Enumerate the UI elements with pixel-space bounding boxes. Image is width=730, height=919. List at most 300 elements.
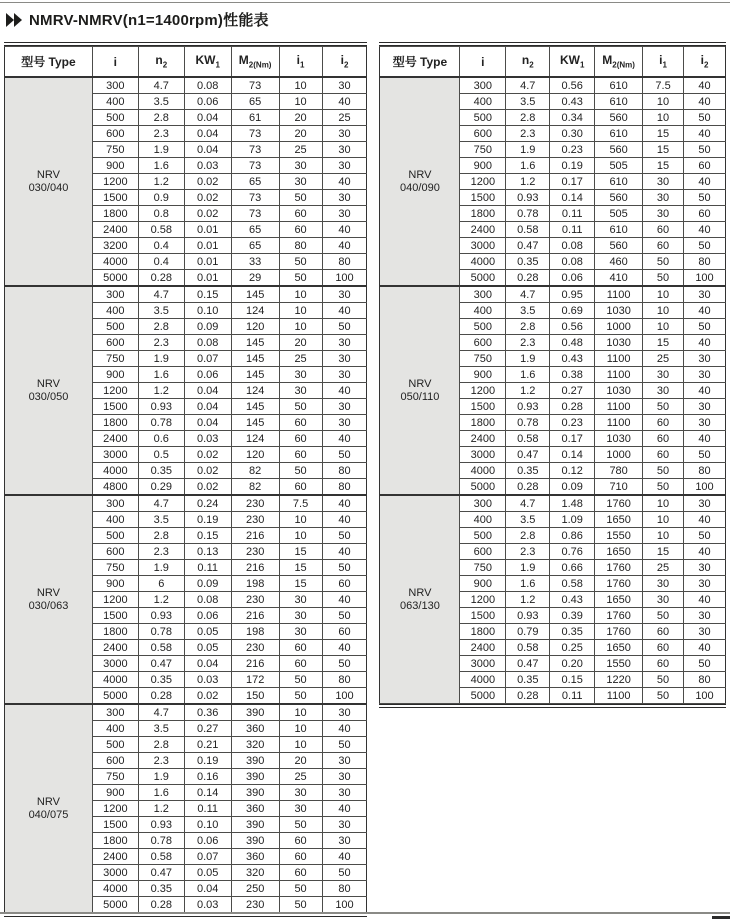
column-header: i bbox=[92, 47, 138, 78]
table-cell: 3000 bbox=[92, 865, 138, 881]
table-cell: 30 bbox=[279, 624, 322, 640]
table-cell: 30 bbox=[322, 367, 367, 383]
table-cell: 30 bbox=[279, 174, 322, 190]
table-cell: 50 bbox=[322, 656, 367, 672]
table-cell: 82 bbox=[231, 479, 279, 496]
double-chevron-right-icon bbox=[6, 13, 23, 27]
table-cell: 1.2 bbox=[506, 174, 550, 190]
table-cell: 30 bbox=[279, 158, 322, 174]
table-cell: 750 bbox=[92, 351, 138, 367]
table-cell: 0.03 bbox=[184, 158, 231, 174]
table-cell: 60 bbox=[279, 447, 322, 463]
table-cell: 3.5 bbox=[138, 303, 184, 319]
table-cell: 0.04 bbox=[184, 656, 231, 672]
table-cell: 300 bbox=[92, 704, 138, 721]
table-cell: 0.95 bbox=[550, 286, 595, 303]
table-cell: 145 bbox=[231, 367, 279, 383]
table-cell: 0.11 bbox=[184, 560, 231, 576]
table-cell: 60 bbox=[279, 415, 322, 431]
table-cell: 0.02 bbox=[184, 174, 231, 190]
table-cell: 50 bbox=[684, 190, 726, 206]
table-cell: 300 bbox=[460, 77, 506, 94]
performance-table-right bbox=[379, 42, 726, 708]
table-cell: 1100 bbox=[595, 415, 643, 431]
table-cell: 0.27 bbox=[550, 383, 595, 399]
table-cell: 0.04 bbox=[184, 126, 231, 142]
table-cell: 60 bbox=[279, 849, 322, 865]
table-cell: 30 bbox=[322, 77, 367, 94]
table-cell: 0.78 bbox=[138, 624, 184, 640]
table-cell: 0.19 bbox=[550, 158, 595, 174]
table-cell: 7.5 bbox=[279, 495, 322, 512]
table-cell: 40 bbox=[322, 592, 367, 608]
table-cell: 0.58 bbox=[550, 576, 595, 592]
table-cell: 30 bbox=[322, 833, 367, 849]
column-header: $M_{2(Nm)}$ bbox=[231, 47, 279, 78]
table-cell: 40 bbox=[322, 849, 367, 865]
table-cell: 1650 bbox=[595, 512, 643, 528]
table-cell: 300 bbox=[92, 77, 138, 94]
table-cell: 73 bbox=[231, 142, 279, 158]
table-cell: 30 bbox=[322, 335, 367, 351]
table-cell: 1500 bbox=[460, 608, 506, 624]
table-cell: 0.15 bbox=[184, 528, 231, 544]
table-cell: 30 bbox=[322, 190, 367, 206]
table-cell: 0.27 bbox=[184, 721, 231, 737]
table-cell: 0.79 bbox=[506, 624, 550, 640]
table-cell: 145 bbox=[231, 351, 279, 367]
data-table bbox=[379, 46, 726, 704]
table-cell: 30 bbox=[684, 415, 726, 431]
table-cell: 40 bbox=[684, 126, 726, 142]
table-cell: 1500 bbox=[92, 608, 138, 624]
table-cell: 1000 bbox=[595, 447, 643, 463]
table-cell: 50 bbox=[684, 447, 726, 463]
table-cell: 80 bbox=[684, 463, 726, 479]
table-cell: 15 bbox=[643, 142, 684, 158]
table-cell: 80 bbox=[279, 238, 322, 254]
table-cell: 0.15 bbox=[184, 286, 231, 303]
table-cell: 0.03 bbox=[184, 431, 231, 447]
table-cell: 1.9 bbox=[506, 560, 550, 576]
table-cell: 0.28 bbox=[138, 688, 184, 705]
table-cell: 500 bbox=[92, 737, 138, 753]
table-cell: 230 bbox=[231, 592, 279, 608]
table-cell: 50 bbox=[279, 463, 322, 479]
table-cell: 0.58 bbox=[138, 849, 184, 865]
table-cell: 50 bbox=[684, 656, 726, 672]
model-cell: NRV 063/130 bbox=[380, 495, 460, 704]
table-cell: 0.14 bbox=[550, 190, 595, 206]
table-cell: 390 bbox=[231, 704, 279, 721]
table-cell: 0.23 bbox=[550, 142, 595, 158]
table-cell: 120 bbox=[231, 319, 279, 335]
table-cell: 600 bbox=[92, 126, 138, 142]
table-cell: 0.19 bbox=[184, 753, 231, 769]
table-cell: 1800 bbox=[92, 833, 138, 849]
table-cell: 10 bbox=[279, 704, 322, 721]
table-cell: 0.19 bbox=[184, 512, 231, 528]
table-cell: 10 bbox=[279, 286, 322, 303]
table-cell: 60 bbox=[279, 640, 322, 656]
table-cell: 1100 bbox=[595, 367, 643, 383]
table-cell: 3000 bbox=[460, 238, 506, 254]
table-cell: 50 bbox=[322, 528, 367, 544]
table-cell: 1.9 bbox=[138, 142, 184, 158]
table-cell: 30 bbox=[322, 704, 367, 721]
table-cell: 3200 bbox=[92, 238, 138, 254]
column-header: $M_{2(Nm)}$ bbox=[595, 47, 643, 78]
table-cell: 1500 bbox=[460, 399, 506, 415]
table-cell: 20 bbox=[279, 753, 322, 769]
table-cell: 4000 bbox=[92, 672, 138, 688]
table-cell: 320 bbox=[231, 737, 279, 753]
table-cell: 0.11 bbox=[550, 206, 595, 222]
table-cell: 30 bbox=[279, 608, 322, 624]
table-cell: 15 bbox=[643, 335, 684, 351]
table-cell: 0.04 bbox=[184, 383, 231, 399]
table-cell: 500 bbox=[92, 528, 138, 544]
table-cell: 10 bbox=[279, 303, 322, 319]
table-cell: 3000 bbox=[92, 656, 138, 672]
table-cell: 65 bbox=[231, 174, 279, 190]
table-cell: 710 bbox=[595, 479, 643, 496]
table-cell: 100 bbox=[684, 270, 726, 287]
table-cell: 50 bbox=[684, 238, 726, 254]
table-cell: 1650 bbox=[595, 592, 643, 608]
table-cell: 60 bbox=[643, 640, 684, 656]
table-cell: 0.07 bbox=[184, 849, 231, 865]
table-cell: 1760 bbox=[595, 560, 643, 576]
table-cell: 4.7 bbox=[138, 495, 184, 512]
table-cell: 0.03 bbox=[184, 672, 231, 688]
table-cell: 40 bbox=[684, 431, 726, 447]
table-cell: 60 bbox=[643, 447, 684, 463]
table-cell: 145 bbox=[231, 335, 279, 351]
table-cell: 25 bbox=[322, 110, 367, 126]
table-cell: 0.66 bbox=[550, 560, 595, 576]
table-cell: 3.5 bbox=[138, 721, 184, 737]
table-cell: 0.14 bbox=[184, 785, 231, 801]
table-cell: 124 bbox=[231, 383, 279, 399]
table-cell: 390 bbox=[231, 817, 279, 833]
table-row bbox=[380, 286, 726, 303]
table-cell: 0.17 bbox=[550, 431, 595, 447]
table-cell: 120 bbox=[231, 447, 279, 463]
table-cell: 20 bbox=[279, 126, 322, 142]
table-cell: 1650 bbox=[595, 640, 643, 656]
table-cell: 100 bbox=[322, 270, 367, 287]
table-cell: 2.3 bbox=[138, 753, 184, 769]
table-cell: 0.13 bbox=[184, 544, 231, 560]
table-cell: 0.93 bbox=[138, 608, 184, 624]
table-cell: 4000 bbox=[92, 881, 138, 897]
table-cell: 780 bbox=[595, 463, 643, 479]
table-cell: 1500 bbox=[92, 817, 138, 833]
table-cell: 230 bbox=[231, 495, 279, 512]
table-cell: 610 bbox=[595, 174, 643, 190]
table-cell: 15 bbox=[643, 126, 684, 142]
table-row bbox=[5, 77, 367, 94]
table-cell: 1550 bbox=[595, 528, 643, 544]
table-cell: 1500 bbox=[92, 399, 138, 415]
table-cell: 4000 bbox=[460, 672, 506, 688]
table-cell: 900 bbox=[92, 158, 138, 174]
column-header: $i_2$ bbox=[322, 47, 367, 78]
table-cell: 360 bbox=[231, 849, 279, 865]
table-cell: 10 bbox=[643, 512, 684, 528]
table-cell: 30 bbox=[643, 190, 684, 206]
table-cell: 65 bbox=[231, 94, 279, 110]
table-cell: 30 bbox=[322, 158, 367, 174]
table-cell: 4.7 bbox=[506, 286, 550, 303]
table-cell: 40 bbox=[322, 640, 367, 656]
table-cell: 60 bbox=[643, 238, 684, 254]
table-cell: 505 bbox=[595, 206, 643, 222]
table-cell: 5000 bbox=[460, 270, 506, 287]
table-cell: 1000 bbox=[595, 319, 643, 335]
table-cell: 10 bbox=[279, 721, 322, 737]
table-cell: 82 bbox=[231, 463, 279, 479]
table-cell: 1.2 bbox=[138, 592, 184, 608]
table-cell: 0.93 bbox=[138, 399, 184, 415]
table-cell: 0.28 bbox=[138, 270, 184, 287]
table-cell: 0.8 bbox=[138, 206, 184, 222]
table-cell: 40 bbox=[684, 512, 726, 528]
table-cell: 1.2 bbox=[138, 174, 184, 190]
table-cell: 610 bbox=[595, 94, 643, 110]
table-cell: 0.12 bbox=[550, 463, 595, 479]
table-cell: 3.5 bbox=[138, 94, 184, 110]
table-cell: 50 bbox=[322, 560, 367, 576]
table-cell: 50 bbox=[279, 817, 322, 833]
table-cell: 400 bbox=[92, 721, 138, 737]
table-cell: 10 bbox=[279, 94, 322, 110]
table-cell: 1800 bbox=[460, 415, 506, 431]
table-cell: 0.93 bbox=[506, 608, 550, 624]
table-cell: 0.93 bbox=[506, 190, 550, 206]
table-cell: 0.78 bbox=[138, 833, 184, 849]
table-cell: 40 bbox=[684, 383, 726, 399]
table-cell: 600 bbox=[460, 126, 506, 142]
table-cell: 65 bbox=[231, 238, 279, 254]
table-cell: 60 bbox=[279, 206, 322, 222]
table-cell: 2.8 bbox=[506, 110, 550, 126]
table-cell: 3000 bbox=[460, 656, 506, 672]
table-cell: 40 bbox=[322, 512, 367, 528]
table-cell: 0.58 bbox=[506, 640, 550, 656]
table-cell: 600 bbox=[92, 544, 138, 560]
table-cell: 3.5 bbox=[506, 512, 550, 528]
table-cell: 0.47 bbox=[138, 656, 184, 672]
table-cell: 900 bbox=[460, 576, 506, 592]
table-cell: 4.7 bbox=[138, 704, 184, 721]
table-cell: 0.02 bbox=[184, 190, 231, 206]
table-cell: 1550 bbox=[595, 656, 643, 672]
table-cell: 3.5 bbox=[506, 94, 550, 110]
table-cell: 0.08 bbox=[184, 335, 231, 351]
table-cell: 30 bbox=[684, 399, 726, 415]
table-cell: 1220 bbox=[595, 672, 643, 688]
table-cell: 1200 bbox=[460, 592, 506, 608]
table-cell: 600 bbox=[460, 335, 506, 351]
table-cell: 0.04 bbox=[184, 399, 231, 415]
table-cell: 40 bbox=[322, 238, 367, 254]
table-cell: 1800 bbox=[92, 415, 138, 431]
table-cell: 2400 bbox=[460, 431, 506, 447]
table-cell: 0.11 bbox=[184, 801, 231, 817]
table-cell: 610 bbox=[595, 222, 643, 238]
table-cell: 900 bbox=[92, 576, 138, 592]
table-cell: 3.5 bbox=[506, 303, 550, 319]
table-cell: 1.9 bbox=[506, 142, 550, 158]
table-cell: 750 bbox=[92, 560, 138, 576]
table-cell: 50 bbox=[643, 270, 684, 287]
table-cell: 100 bbox=[684, 688, 726, 704]
table-cell: 30 bbox=[322, 817, 367, 833]
table-cell: 30 bbox=[322, 399, 367, 415]
table-cell: 80 bbox=[322, 463, 367, 479]
table-cell: 50 bbox=[322, 737, 367, 753]
table-cell: 0.21 bbox=[184, 737, 231, 753]
table-cell: 900 bbox=[92, 367, 138, 383]
table-row bbox=[5, 286, 367, 303]
table-cell: 10 bbox=[643, 495, 684, 512]
table-cell: 0.36 bbox=[184, 704, 231, 721]
table-cell: 50 bbox=[279, 688, 322, 705]
table-cell: 80 bbox=[684, 672, 726, 688]
table-cell: 172 bbox=[231, 672, 279, 688]
table-cell: 3000 bbox=[460, 447, 506, 463]
table-cell: 2.3 bbox=[138, 126, 184, 142]
table-cell: 1800 bbox=[460, 206, 506, 222]
table-cell: 1.9 bbox=[138, 560, 184, 576]
table-cell: 30 bbox=[643, 367, 684, 383]
header-row bbox=[380, 47, 726, 78]
table-cell: 0.86 bbox=[550, 528, 595, 544]
column-header: $KW_1$ bbox=[184, 47, 231, 78]
table-cell: 505 bbox=[595, 158, 643, 174]
table-cell: 30 bbox=[322, 206, 367, 222]
table-cell: 10 bbox=[279, 319, 322, 335]
table-cell: 198 bbox=[231, 624, 279, 640]
table-cell: 73 bbox=[231, 126, 279, 142]
table-cell: 40 bbox=[322, 303, 367, 319]
table-cell: 50 bbox=[684, 142, 726, 158]
table-cell: 0.02 bbox=[184, 479, 231, 496]
table-cell: 1100 bbox=[595, 286, 643, 303]
table-cell: 40 bbox=[322, 383, 367, 399]
model-cell: NRV 030/063 bbox=[5, 495, 93, 704]
table-cell: 1500 bbox=[460, 190, 506, 206]
table-cell: 0.4 bbox=[138, 254, 184, 270]
table-cell: 50 bbox=[684, 528, 726, 544]
table-cell: 410 bbox=[595, 270, 643, 287]
table-cell: 0.58 bbox=[138, 222, 184, 238]
table-cell: 360 bbox=[231, 801, 279, 817]
table-cell: 0.07 bbox=[184, 351, 231, 367]
column-header: $i_1$ bbox=[643, 47, 684, 78]
table-cell: 0.11 bbox=[550, 222, 595, 238]
table-cell: 1.6 bbox=[138, 158, 184, 174]
table-cell: 50 bbox=[684, 319, 726, 335]
table-cell: 50 bbox=[279, 270, 322, 287]
table-cell: 1760 bbox=[595, 576, 643, 592]
table-cell: 50 bbox=[322, 319, 367, 335]
table-cell: 1200 bbox=[92, 383, 138, 399]
table-row bbox=[380, 495, 726, 512]
table-cell: 500 bbox=[460, 319, 506, 335]
table-cell: 600 bbox=[460, 544, 506, 560]
table-cell: 80 bbox=[322, 479, 367, 496]
table-cell: 10 bbox=[643, 94, 684, 110]
table-cell: 1200 bbox=[92, 801, 138, 817]
column-header: $n_2$ bbox=[138, 47, 184, 78]
table-cell: 60 bbox=[322, 624, 367, 640]
table-cell: 0.01 bbox=[184, 270, 231, 287]
table-cell: 0.69 bbox=[550, 303, 595, 319]
table-cell: 100 bbox=[322, 688, 367, 705]
table-cell: 0.78 bbox=[506, 415, 550, 431]
table-cell: 1030 bbox=[595, 303, 643, 319]
table-cell: 0.01 bbox=[184, 238, 231, 254]
table-cell: 10 bbox=[279, 77, 322, 94]
table-cell: 4.7 bbox=[506, 77, 550, 94]
table-cell: 50 bbox=[279, 190, 322, 206]
table-cell: 560 bbox=[595, 238, 643, 254]
table-cell: 5000 bbox=[460, 479, 506, 496]
table-cell: 5000 bbox=[92, 688, 138, 705]
column-header: $i_2$ bbox=[684, 47, 726, 78]
table-cell: 40 bbox=[322, 544, 367, 560]
table-cell: 1.48 bbox=[550, 495, 595, 512]
table-cell: 500 bbox=[92, 110, 138, 126]
table-cell: 60 bbox=[279, 431, 322, 447]
table-cell: 216 bbox=[231, 608, 279, 624]
table-cell: 0.08 bbox=[550, 238, 595, 254]
table-cell: 0.93 bbox=[506, 399, 550, 415]
table-cell: 40 bbox=[322, 721, 367, 737]
performance-table-left bbox=[4, 42, 367, 917]
table-cell: 10 bbox=[643, 303, 684, 319]
table-cell: 60 bbox=[279, 865, 322, 881]
table-cell: 1030 bbox=[595, 383, 643, 399]
table-cell: 2400 bbox=[92, 849, 138, 865]
table-cell: 1800 bbox=[460, 624, 506, 640]
table-cell: 30 bbox=[322, 142, 367, 158]
table-cell: 0.47 bbox=[506, 238, 550, 254]
table-cell: 60 bbox=[684, 158, 726, 174]
table-cell: 30 bbox=[279, 785, 322, 801]
table-cell: 0.38 bbox=[550, 367, 595, 383]
table-cell: 4.7 bbox=[138, 77, 184, 94]
table-cell: 0.06 bbox=[184, 94, 231, 110]
page-top-rule bbox=[0, 2, 730, 3]
table-cell: 40 bbox=[322, 495, 367, 512]
table-cell: 0.10 bbox=[184, 817, 231, 833]
table-cell: 500 bbox=[460, 110, 506, 126]
table-cell: 2400 bbox=[92, 222, 138, 238]
table-cell: 400 bbox=[460, 512, 506, 528]
table-cell: 60 bbox=[684, 206, 726, 222]
table-cell: 30 bbox=[684, 576, 726, 592]
table-cell: 30 bbox=[684, 495, 726, 512]
table-cell: 5000 bbox=[92, 897, 138, 913]
table-cell: 0.48 bbox=[550, 335, 595, 351]
header-row bbox=[5, 47, 367, 78]
table-cell: 4000 bbox=[460, 254, 506, 270]
table-cell: 1.09 bbox=[550, 512, 595, 528]
